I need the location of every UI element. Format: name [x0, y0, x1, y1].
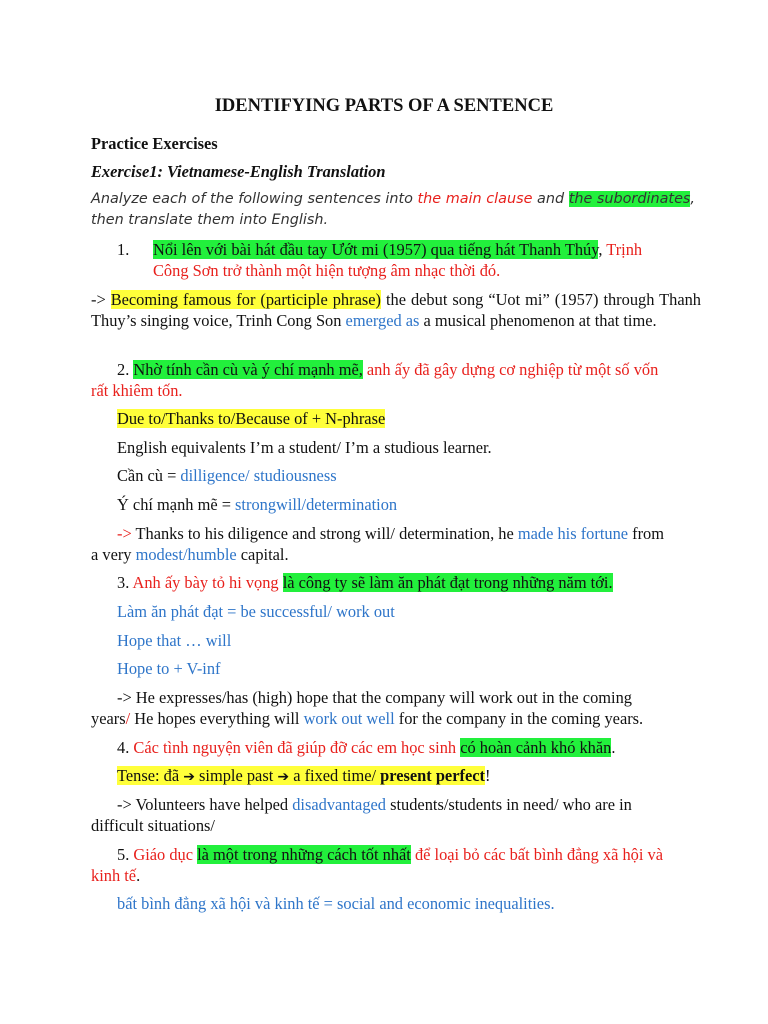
item4-translation-line-2: difficult situations/: [91, 816, 215, 835]
item2-vietnamese-line-2: rất khiêm tốn.: [91, 381, 183, 400]
item1-translation: -> Becoming famous for (participle phrase) the debut song “Uot mi” (1957) through Thanh Thuy’s singing voice, Trinh Cong Son emerged as a musical phenomenon at that time.: [91, 290, 701, 330]
instruction-line-1: Analyze each of the following sentences into the main clause and the subordinates,: [91, 191, 695, 207]
item4-tense-note: Tense: đã ➔ simple past ➔ a fixed time/ present perfect!: [117, 766, 491, 785]
item3-translation-line-2: years/ He hopes everything will work out well for the company in the coming years.: [91, 709, 644, 728]
item1-vietnamese-line-2: Công Sơn trở thành một hiện tượng âm nhạc thời đó.: [153, 261, 501, 280]
item3-pattern-1: Hope that … will: [117, 631, 232, 650]
item2-vocab-2: Ý chí mạnh mẽ = strongwill/determination: [117, 495, 398, 514]
item2-grammar-note: Due to/Thanks to/Because of + N-phrase: [117, 409, 386, 428]
item5-vocab: bất bình đẳng xã hội và kinh tế = social and economic inequalities.: [117, 894, 555, 913]
item2-vietnamese-line-1: 2. Nhờ tính cần cù và ý chí mạnh mẽ, anh ấy đã gây dựng cơ nghiệp từ một số vốn: [117, 360, 659, 379]
item1-number: 1.: [117, 240, 130, 259]
item5-vietnamese-line-1: 5. Giáo dục là một trong những cách tốt nhất để loại bỏ các bất bình đẳng xã hội và: [117, 845, 663, 864]
exercise-heading: Exercise1: Vietnamese-English Translation: [91, 162, 386, 181]
item2-equivalents: English equivalents I’m a student/ I’m a studious learner.: [117, 438, 492, 457]
arrow-right-icon: ➔: [277, 769, 290, 785]
section-heading: Practice Exercises: [91, 134, 218, 153]
page-title: IDENTIFYING PARTS OF A SENTENCE: [214, 96, 554, 116]
item3-pattern-2: Hope to + V-inf: [117, 659, 221, 678]
item1-vietnamese-line-1: Nổi lên với bài hát đầu tay Ướt mi (1957) qua tiếng hát Thanh Thúy, Trịnh: [153, 240, 643, 259]
item3-translation-line-1: -> He expresses/has (high) hope that the company will work out in the coming: [117, 688, 632, 707]
arrow-right-icon: ➔: [183, 769, 195, 785]
item4-translation-line-1: -> Volunteers have helped disadvantaged students/students in need/ who are in: [117, 795, 632, 814]
item2-translation-line-2: a very modest/humble capital.: [91, 545, 289, 564]
item2-vocab-1: Cần cù = dilligence/ studiousness: [117, 466, 337, 485]
item3-vocab: Làm ăn phát đạt = be successful/ work out: [117, 602, 395, 621]
instruction-line-2: then translate them into English.: [91, 212, 329, 228]
item2-translation-line-1: -> Thanks to his diligence and strong will/ determination, he made his fortune from: [117, 524, 665, 543]
item5-vietnamese-line-2: kinh tế.: [91, 866, 141, 885]
item4-vietnamese: 4. Các tình nguyện viên đã giúp đỡ các em học sinh có hoàn cảnh khó khăn.: [117, 738, 616, 757]
item3-vietnamese: 3. Anh ấy bày tỏ hi vọng là công ty sẽ làm ăn phát đạt trong những năm tới.: [117, 573, 613, 592]
